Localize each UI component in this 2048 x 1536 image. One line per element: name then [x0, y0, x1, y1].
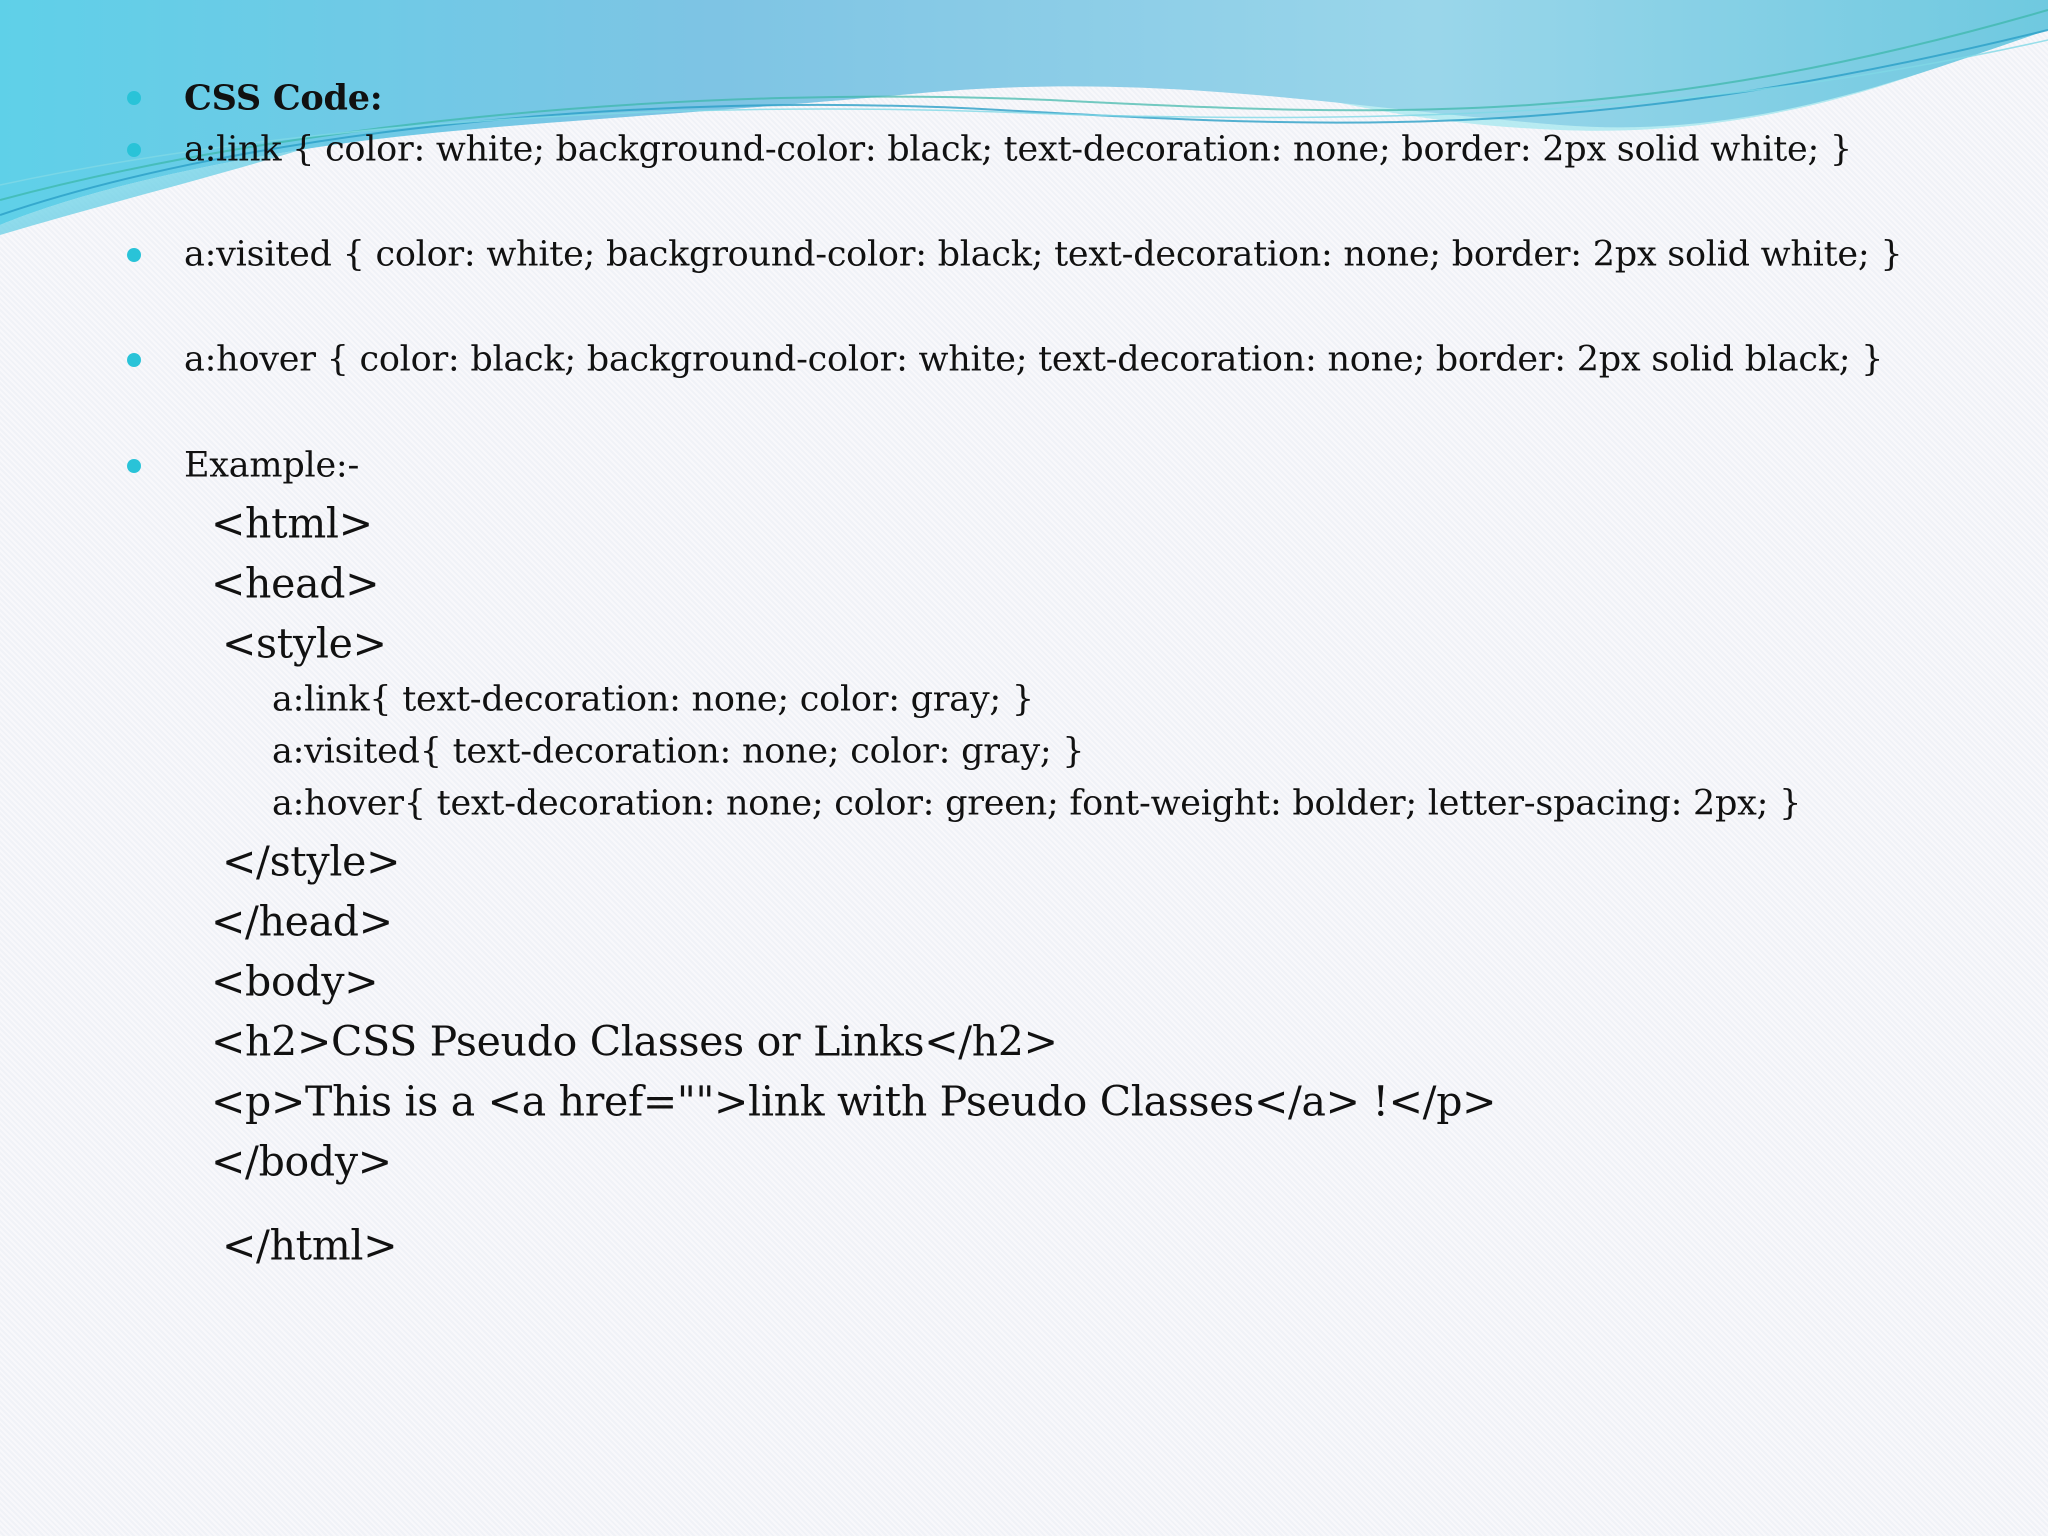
bullet-dot-icon: [127, 143, 141, 157]
bullet-text: a:hover { color: black; background-color: white; text-decoration: none; border: 2px solid black; }: [184, 339, 1884, 380]
bullet-dot-icon: [127, 459, 141, 473]
code-line: a:hover{ text-decoration: none; color: green; font-weight: bolder; letter-spacing: 2px; }: [272, 783, 1802, 824]
bullet-text: Example:-: [184, 445, 360, 486]
bullet-dot-icon: [127, 353, 141, 367]
code-line: <h2>CSS Pseudo Classes or Links</h2>: [211, 1017, 1058, 1066]
bullet-item: [0, 120, 2000, 180]
bullet-item: [0, 68, 2000, 128]
code-line: <head>: [211, 559, 380, 608]
code-line: </head>: [211, 897, 393, 946]
code-line: </html>: [222, 1221, 398, 1270]
bullet-text: CSS Code:: [184, 77, 383, 119]
bullet-item: [0, 330, 2000, 390]
code-line: </style>: [222, 837, 401, 886]
bullet-text: a:visited { color: white; background-color: black; text-decoration: none; border: 2px solid white; }: [184, 234, 1903, 275]
bullet-dot-icon: [127, 91, 141, 105]
code-line: a:link{ text-decoration: none; color: gray; }: [272, 679, 1034, 720]
bullet-item: [0, 225, 2000, 285]
bullet-text: a:link { color: white; background-color: black; text-decoration: none; border: 2px solid white; }: [184, 129, 1852, 170]
bullet-item: [0, 436, 2000, 496]
code-line: a:visited{ text-decoration: none; color: gray; }: [272, 731, 1085, 772]
bullet-dot-icon: [127, 248, 141, 262]
code-line: <body>: [211, 957, 379, 1006]
code-line: </body>: [211, 1137, 392, 1186]
code-line: <style>: [222, 619, 387, 668]
code-line: <html>: [211, 499, 373, 548]
code-line: <p>This is a <a href="">link with Pseudo Classes</a> !</p>: [211, 1077, 1497, 1126]
